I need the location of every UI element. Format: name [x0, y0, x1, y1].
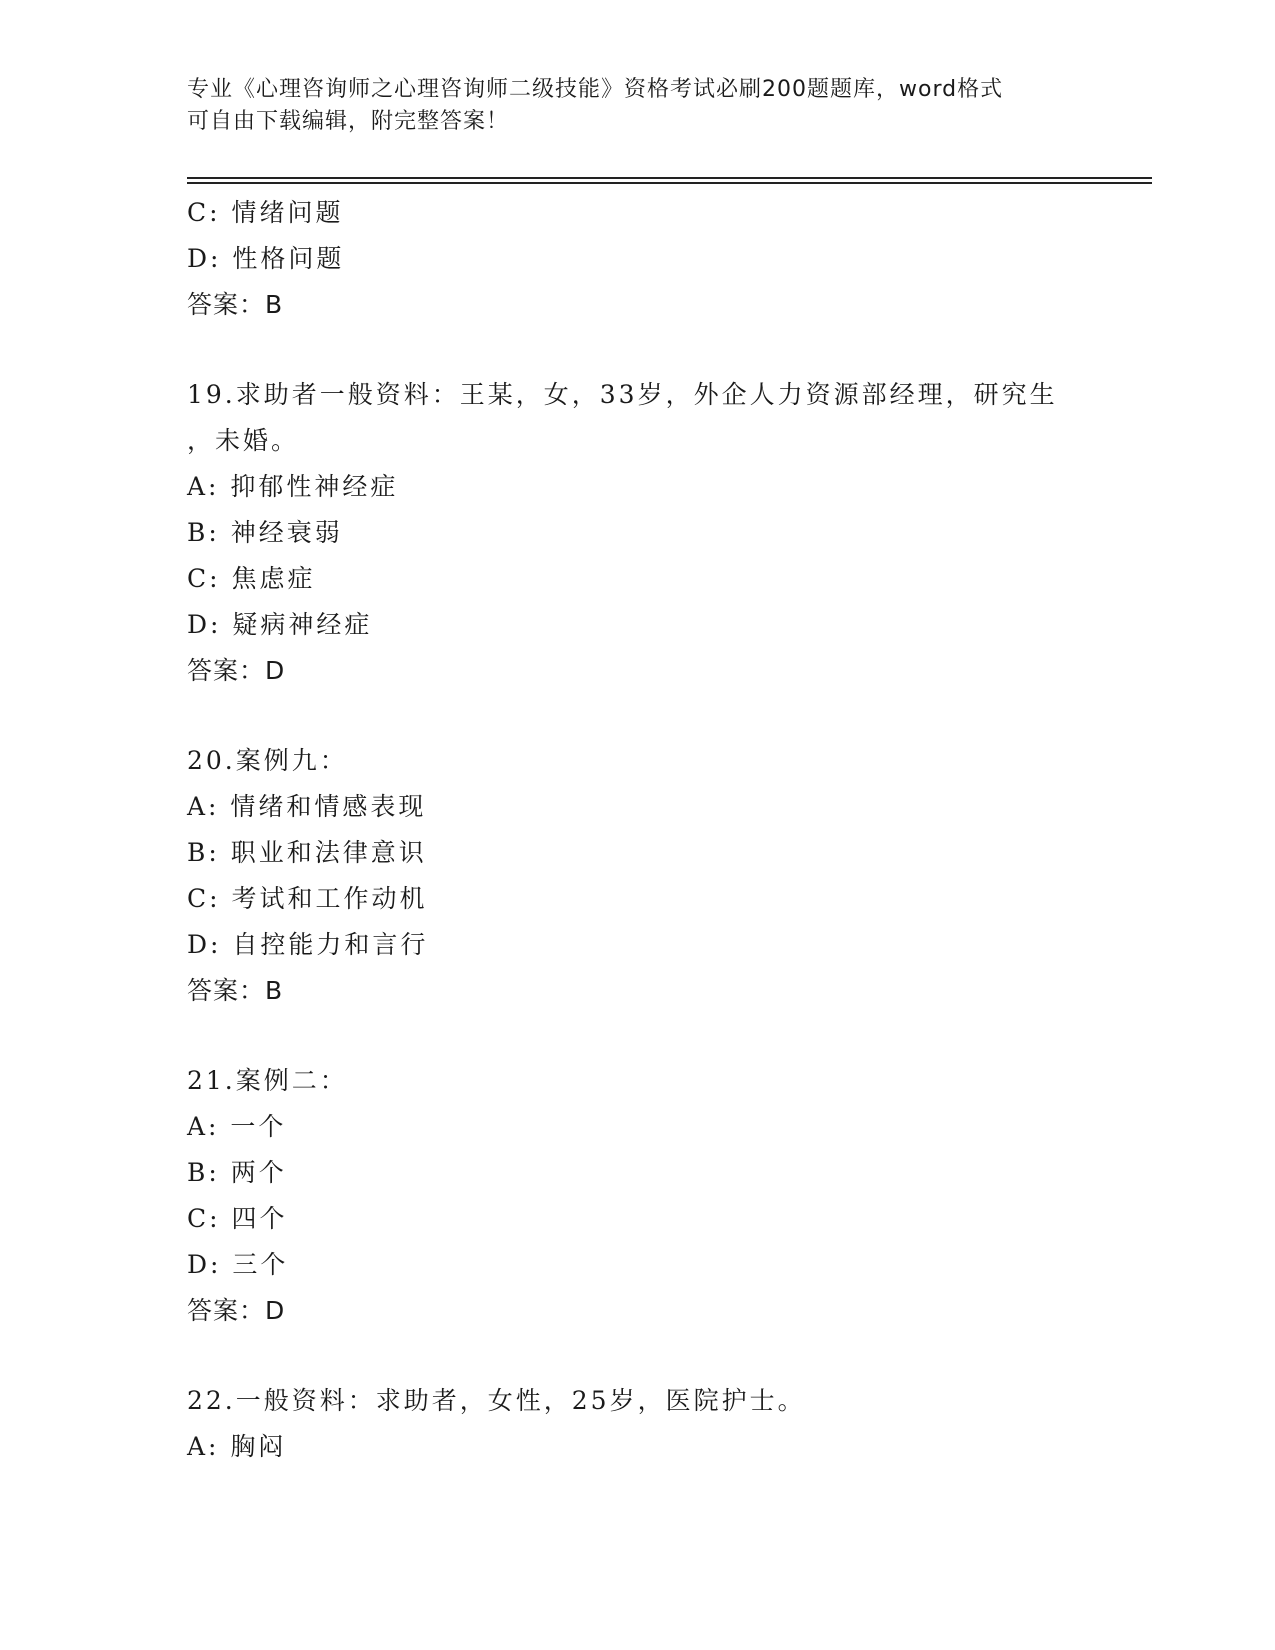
header-rule-top — [187, 177, 1152, 179]
question-spacer — [187, 1014, 1107, 1058]
option-d: D: 三个 — [187, 1250, 289, 1279]
question-spacer — [187, 694, 1107, 738]
question-stem-continued: ，未婚。 — [187, 426, 300, 455]
question-stem: 19.求助者一般资料：王某，女，33岁，外企人力资源部经理，研究生 — [187, 380, 1058, 409]
option-a: A: 情绪和情感表现 — [187, 792, 427, 821]
answer-line: 答案：D — [187, 656, 286, 685]
question-list — [187, 190, 1107, 1470]
option-a: A: 胸闷 — [187, 1432, 287, 1461]
question-spacer — [187, 1334, 1107, 1378]
answer-line: 答案：D — [187, 1296, 286, 1325]
option-c: C: 情绪问题 — [187, 198, 344, 227]
question-21 — [187, 1058, 1107, 1334]
question-22 — [187, 1378, 1107, 1470]
question-20 — [187, 738, 1107, 1014]
option-c: C: 四个 — [187, 1204, 288, 1233]
header-title-line-1: 专业《心理咨询师之心理咨询师二级技能》资格考试必刷200题题库，word格式 — [187, 77, 1004, 102]
option-c: C: 考试和工作动机 — [187, 884, 428, 913]
document-header — [187, 74, 1087, 138]
option-c: C: 焦虑症 — [187, 564, 316, 593]
prev-question-block — [187, 190, 1107, 328]
question-stem: 21.案例二： — [187, 1066, 348, 1095]
option-b: B: 神经衰弱 — [187, 518, 343, 547]
option-d: D: 性格问题 — [187, 244, 345, 273]
answer-line: 答案：B — [187, 976, 284, 1005]
option-a: A: 抑郁性神经症 — [187, 472, 399, 501]
option-b: B: 两个 — [187, 1158, 287, 1187]
option-b: B: 职业和法律意识 — [187, 838, 427, 867]
option-a: A: 一个 — [187, 1112, 287, 1141]
question-stem: 22.一般资料：求助者，女性，25岁，医院护士。 — [187, 1386, 806, 1415]
header-title-line-2: 可自由下载编辑，附完整答案！ — [187, 109, 510, 134]
question-19 — [187, 372, 1107, 694]
question-stem: 20.案例九： — [187, 746, 348, 775]
option-d: D: 自控能力和言行 — [187, 930, 429, 959]
option-d: D: 疑病神经症 — [187, 610, 373, 639]
answer-line: 答案：B — [187, 290, 284, 319]
question-spacer — [187, 328, 1107, 372]
header-rule-bottom — [187, 182, 1152, 184]
